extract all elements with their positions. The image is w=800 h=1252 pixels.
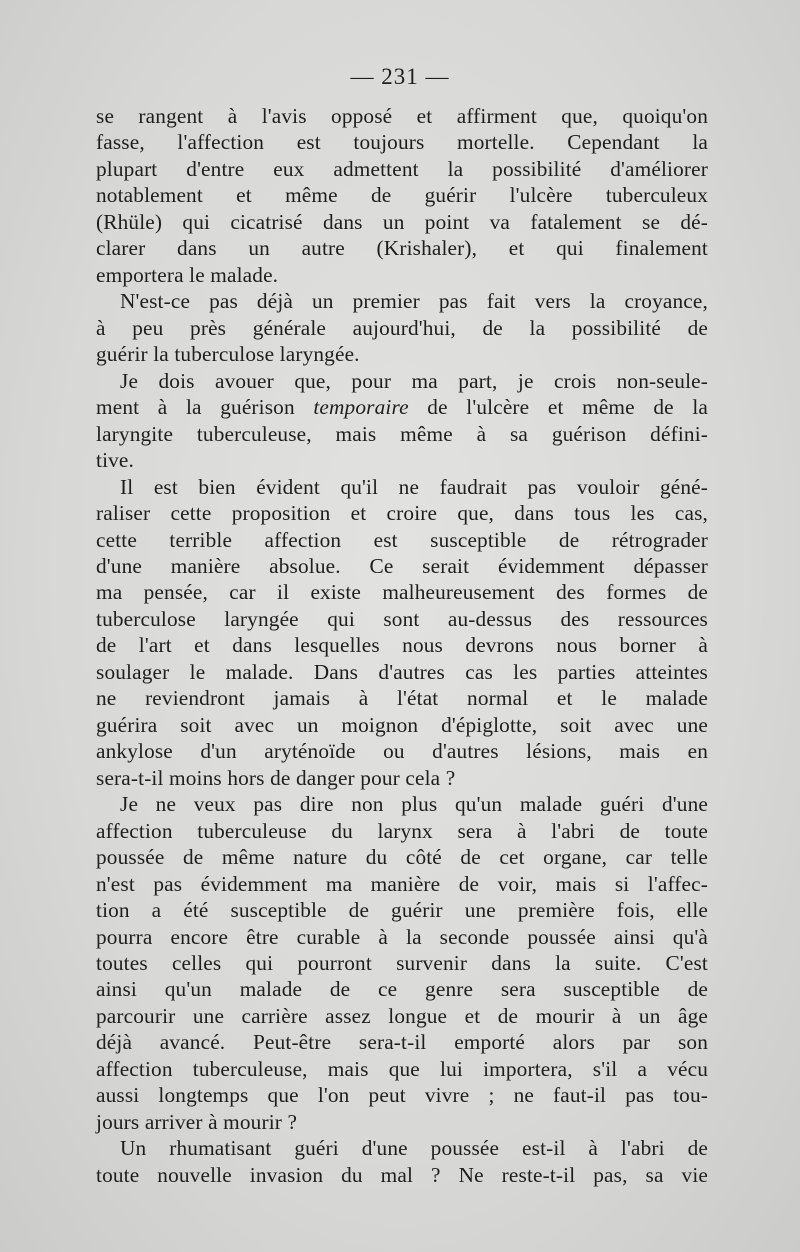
text-line: guérira soit avec un moignon d'épiglotte, soit avec une [96, 712, 708, 737]
italic-word: temporaire [313, 395, 409, 420]
text-line: tive. [96, 448, 135, 473]
text-line: N'est-ce pas déjà un premier pas fait vers la croyance, [120, 289, 708, 314]
text-line: Je dois avouer que, pour ma part, je crois non-seule- [120, 368, 708, 393]
text-line: se rangent à l'avis opposé et affirment que, quoiqu'on [96, 104, 708, 128]
text-line: déjà avancé. Peut-être sera-t-il emporté alors par son [96, 1030, 708, 1055]
text-line: plupart d'entre eux admettent la possibilité d'améliorer [96, 156, 708, 181]
text-line: Il est bien évident qu'il ne faudrait pas vouloir géné- [120, 474, 708, 499]
text-line: (Rhüle) qui cicatrisé dans un point va fatalement se dé- [96, 209, 708, 234]
text-line: d'une manière absolue. Ce serait évidemment dépasser [96, 553, 708, 578]
text-line: Un rhumatisant guéri d'une poussée est-il à l'abri de [120, 1136, 708, 1161]
text-line: tuberculose laryngée qui sont au-dessus des ressources [96, 606, 708, 631]
text-line: laryngite tuberculeuse, mais même à sa guérison défini- [96, 421, 708, 446]
text-line: raliser cette proposition et croire que, dans tous les cas, [96, 501, 708, 526]
text-line: jours arriver à mourir ? [96, 1109, 298, 1134]
text-line: poussée de même nature du côté de cet organe, car telle [96, 845, 708, 870]
text-line: emportera le malade. [96, 262, 279, 287]
text-line: tion a été susceptible de guérir une première fois, elle [96, 898, 708, 923]
text-line: affection tuberculeuse du larynx sera à l'abri de toute [96, 818, 708, 843]
text-segment: de l'ulcère et même de la [408, 395, 708, 420]
text-line: n'est pas évidemment ma manière de voir, mais si l'affec- [96, 871, 708, 896]
page-number: — 231 — [350, 64, 450, 89]
text-line: ainsi qu'un malade de ce genre sera susceptible de [96, 977, 708, 1002]
text-line: soulager le malade. Dans d'autres cas les parties atteintes [96, 659, 708, 684]
text-line: sera-t-il moins hors de danger pour cela ? [96, 765, 456, 790]
text-line: Je ne veux pas dire non plus qu'un malade guéri d'une [120, 792, 708, 817]
text-line: fasse, l'affection est toujours mortelle. Cependant la [96, 130, 708, 155]
text-line [96, 394, 708, 420]
text-line: toutes celles qui pourront survenir dans la suite. C'est [96, 951, 708, 975]
text-line: à peu près générale aujourd'hui, de la possibilité de [96, 315, 708, 340]
text-segment: ment à la guérison [96, 395, 314, 420]
text-line: parcourir une carrière assez longue et de mourir à un âge [96, 1003, 708, 1028]
text-line: ma pensée, car il existe malheureusement des formes de [96, 580, 708, 605]
text-line: ankylose d'un aryténoïde ou d'autres lésions, mais en [96, 739, 708, 764]
text-line: de l'art et dans lesquelles nous devrons nous borner à [96, 633, 708, 658]
text-line: toute nouvelle invasion du mal ? Ne reste-t-il pas, sa vie [96, 1162, 708, 1187]
text-line: cette terrible affection est susceptible de rétrograder [96, 527, 708, 552]
text-line: clarer dans un autre (Krishaler), et qui finalement [96, 236, 708, 261]
text-line: aussi longtemps que l'on peut vivre ; ne faut-il pas tou- [96, 1083, 708, 1108]
text-line: pourra encore être curable à la seconde poussée ainsi qu'à [96, 924, 708, 949]
text-line: affection tuberculeuse, mais que lui importera, s'il a vécu [96, 1056, 708, 1081]
text-line: ne reviendront jamais à l'état normal et le malade [96, 686, 708, 711]
text-line: guérir la tuberculose laryngée. [96, 342, 360, 367]
body-text [96, 103, 708, 1188]
text-line: notablement et même de guérir l'ulcère tuberculeux [96, 183, 708, 208]
